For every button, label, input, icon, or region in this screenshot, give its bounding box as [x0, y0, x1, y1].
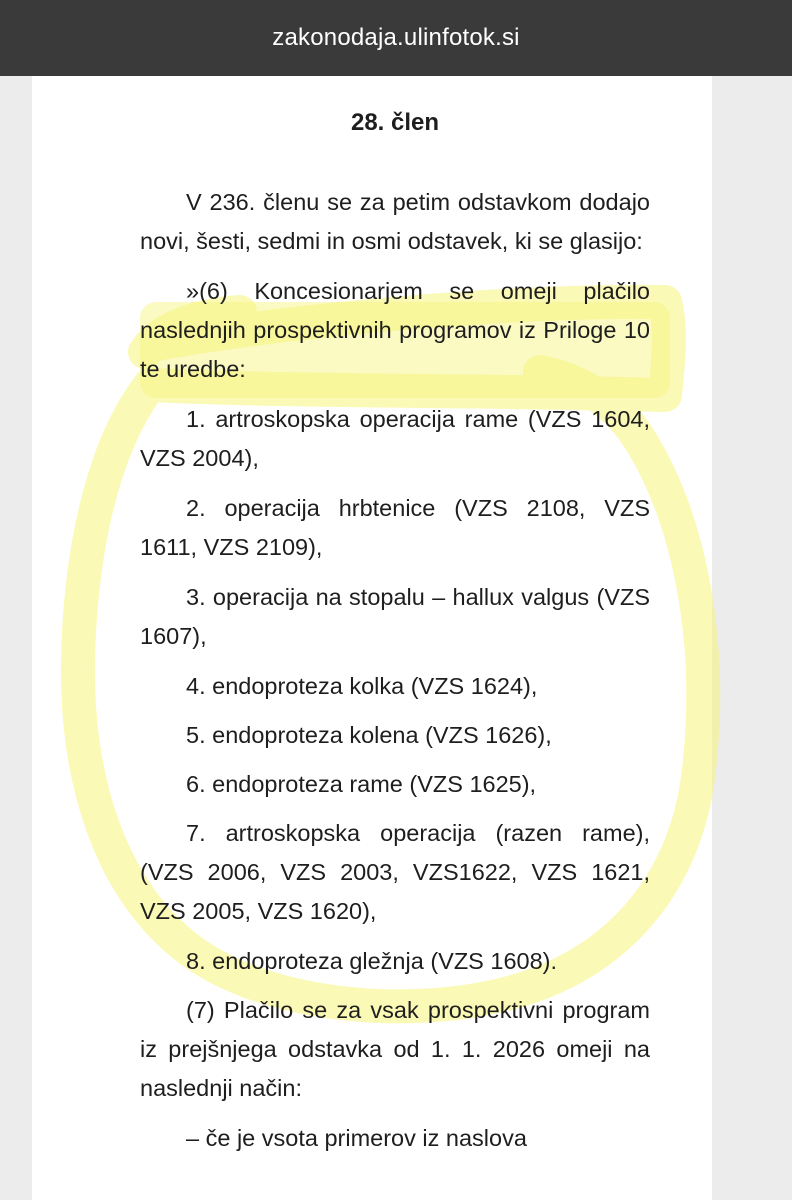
list-item: 2. operacija hrbtenice (VZS 2108, VZS 1611, VZS 2109),: [140, 495, 650, 560]
intro-paragraph: V 236. členu se za petim odstavkom dodajo novi, šesti, sedmi in osmi odstavek, ki se glasijo:: [140, 189, 650, 254]
article-content: [140, 100, 650, 1169]
list-item: 7. artroskopska operacija (razen rame), (VZS 2006, VZS 2003, VZS1622, VZS 1621, VZS 2005, VZS 1620),: [140, 820, 650, 924]
paragraph-6: »(6) Koncesionarjem se omeji plačilo naslednjih prospektivnih programov iz Priloge 10 te uredbe:: [140, 278, 650, 382]
list-item: 6. endoproteza rame (VZS 1625),: [186, 771, 537, 797]
article-heading: 28. člen: [350, 109, 440, 136]
url-text[interactable]: zakonodaja.ulinfotok.si: [272, 24, 520, 51]
list-item: 8. endoproteza gležnja (VZS 1608).: [186, 948, 558, 974]
list-item: 5. endoproteza kolena (VZS 1626),: [186, 722, 552, 748]
browser-url-bar[interactable]: [0, 0, 792, 76]
bullet-start: – če je vsota primerov iz naslova: [186, 1125, 527, 1151]
paragraph-7: (7) Plačilo se za vsak prospektivni program iz prejšnjega odstavka od 1. 1. 2026 omeji na naslednji način:: [140, 997, 650, 1101]
page-margin-left: [0, 76, 32, 1200]
list-item: 3. operacija na stopalu – hallux valgus (VZS 1607),: [140, 584, 650, 649]
page-margin-right: [712, 76, 792, 1200]
list-item: 4. endoproteza kolka (VZS 1624),: [186, 673, 538, 699]
list-item: 1. artroskopska operacija rame (VZS 1604, VZS 2004),: [140, 406, 650, 471]
